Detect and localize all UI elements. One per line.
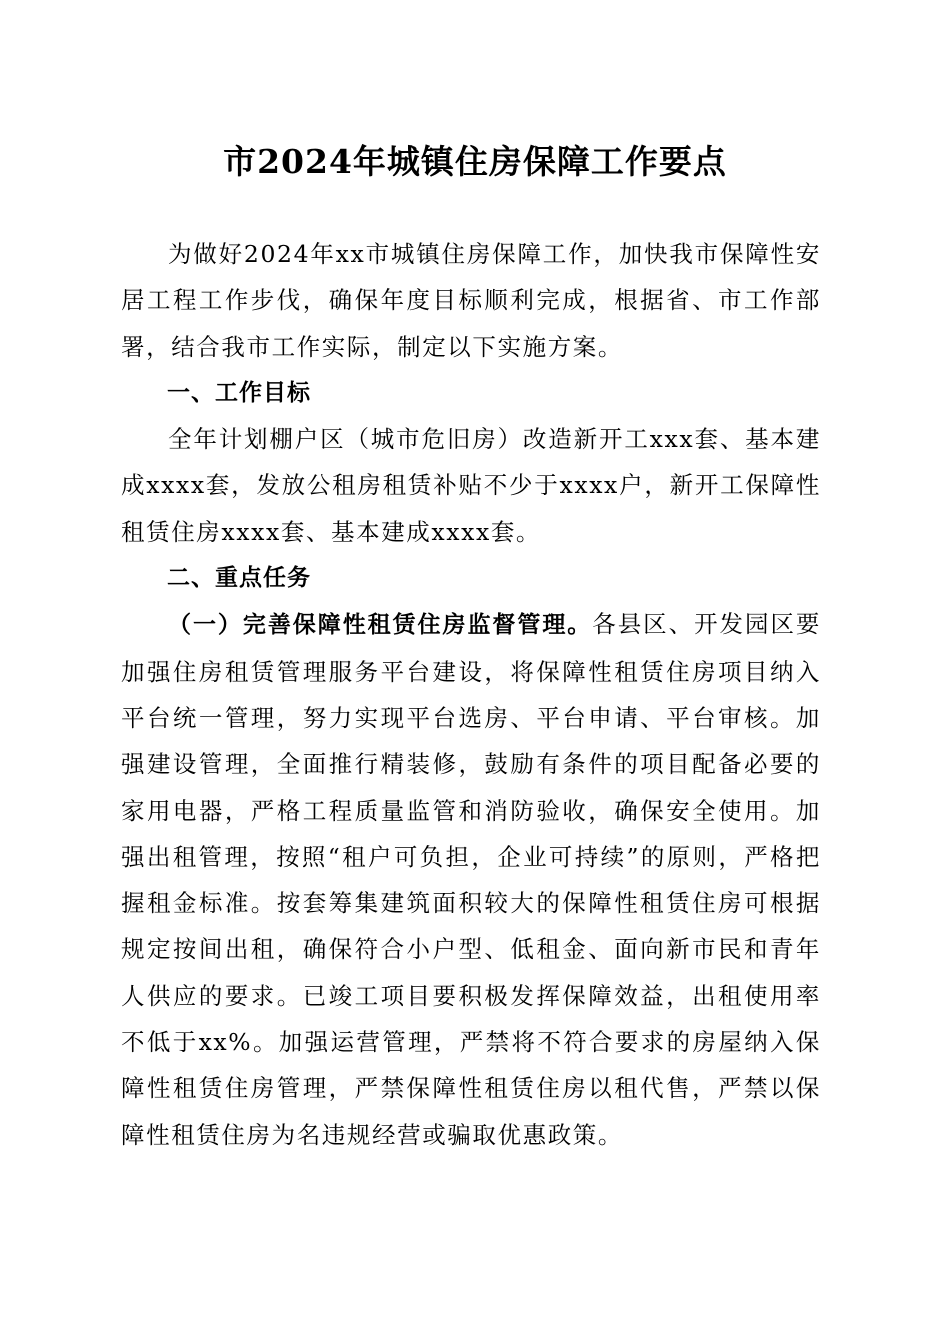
goals-paragraph: 全年计划棚户区（城市危旧房）改造新开工xxx套、基本建成xxxx套，发放公租房租赁补贴不少于xxxx户，新开工保障性租赁住房xxxx套、基本建成xxxx套。 [121,425,821,546]
task-paragraph-1 [121,601,821,1158]
intro-paragraph: 为做好2024年xx市城镇住房保障工作，加快我市保障性安居工程工作步伐，确保年度目标顺利完成，根据省、市工作部署，结合我市工作实际，制定以下实施方案。 [121,240,821,361]
task-lead-1: （一）完善保障性租赁住房监督管理。 [168,612,593,639]
document-title: 市2024年城镇住房保障工作要点 [223,142,727,181]
section-heading-goals: 一、工作目标 [167,379,311,406]
document-body [121,231,821,1158]
section-heading-tasks: 二、重点任务 [167,565,311,592]
task-body-1: 各县区、开发园区要加强住房租赁管理服务平台建设，将保障性租赁住房项目纳入平台统一管理，努力实现平台选房、平台申请、平台审核。加强建设管理，全面推行精装修，鼓励有条件的项目配备必要的家用电器，严格工程质量监管和消防验收，确保安全使用。加强出租管理，按照“租户可负担，企业可持续”的原则，严格把握租金标准。按套筹集建筑面积较大的保障性租赁住房可根据规定按间出租，确保符合小户型、低租金、面向新市民和青年人供应的要求。已竣工项目要积极发挥保障效益，出租使用率不低于xx%。加强运营管理，严禁将不符合要求的房屋纳入保障性租赁住房管理，严禁保障性租赁住房以租代售，严禁以保障性租赁住房为名违规经营或骗取优惠政策。 [121,610,821,1149]
